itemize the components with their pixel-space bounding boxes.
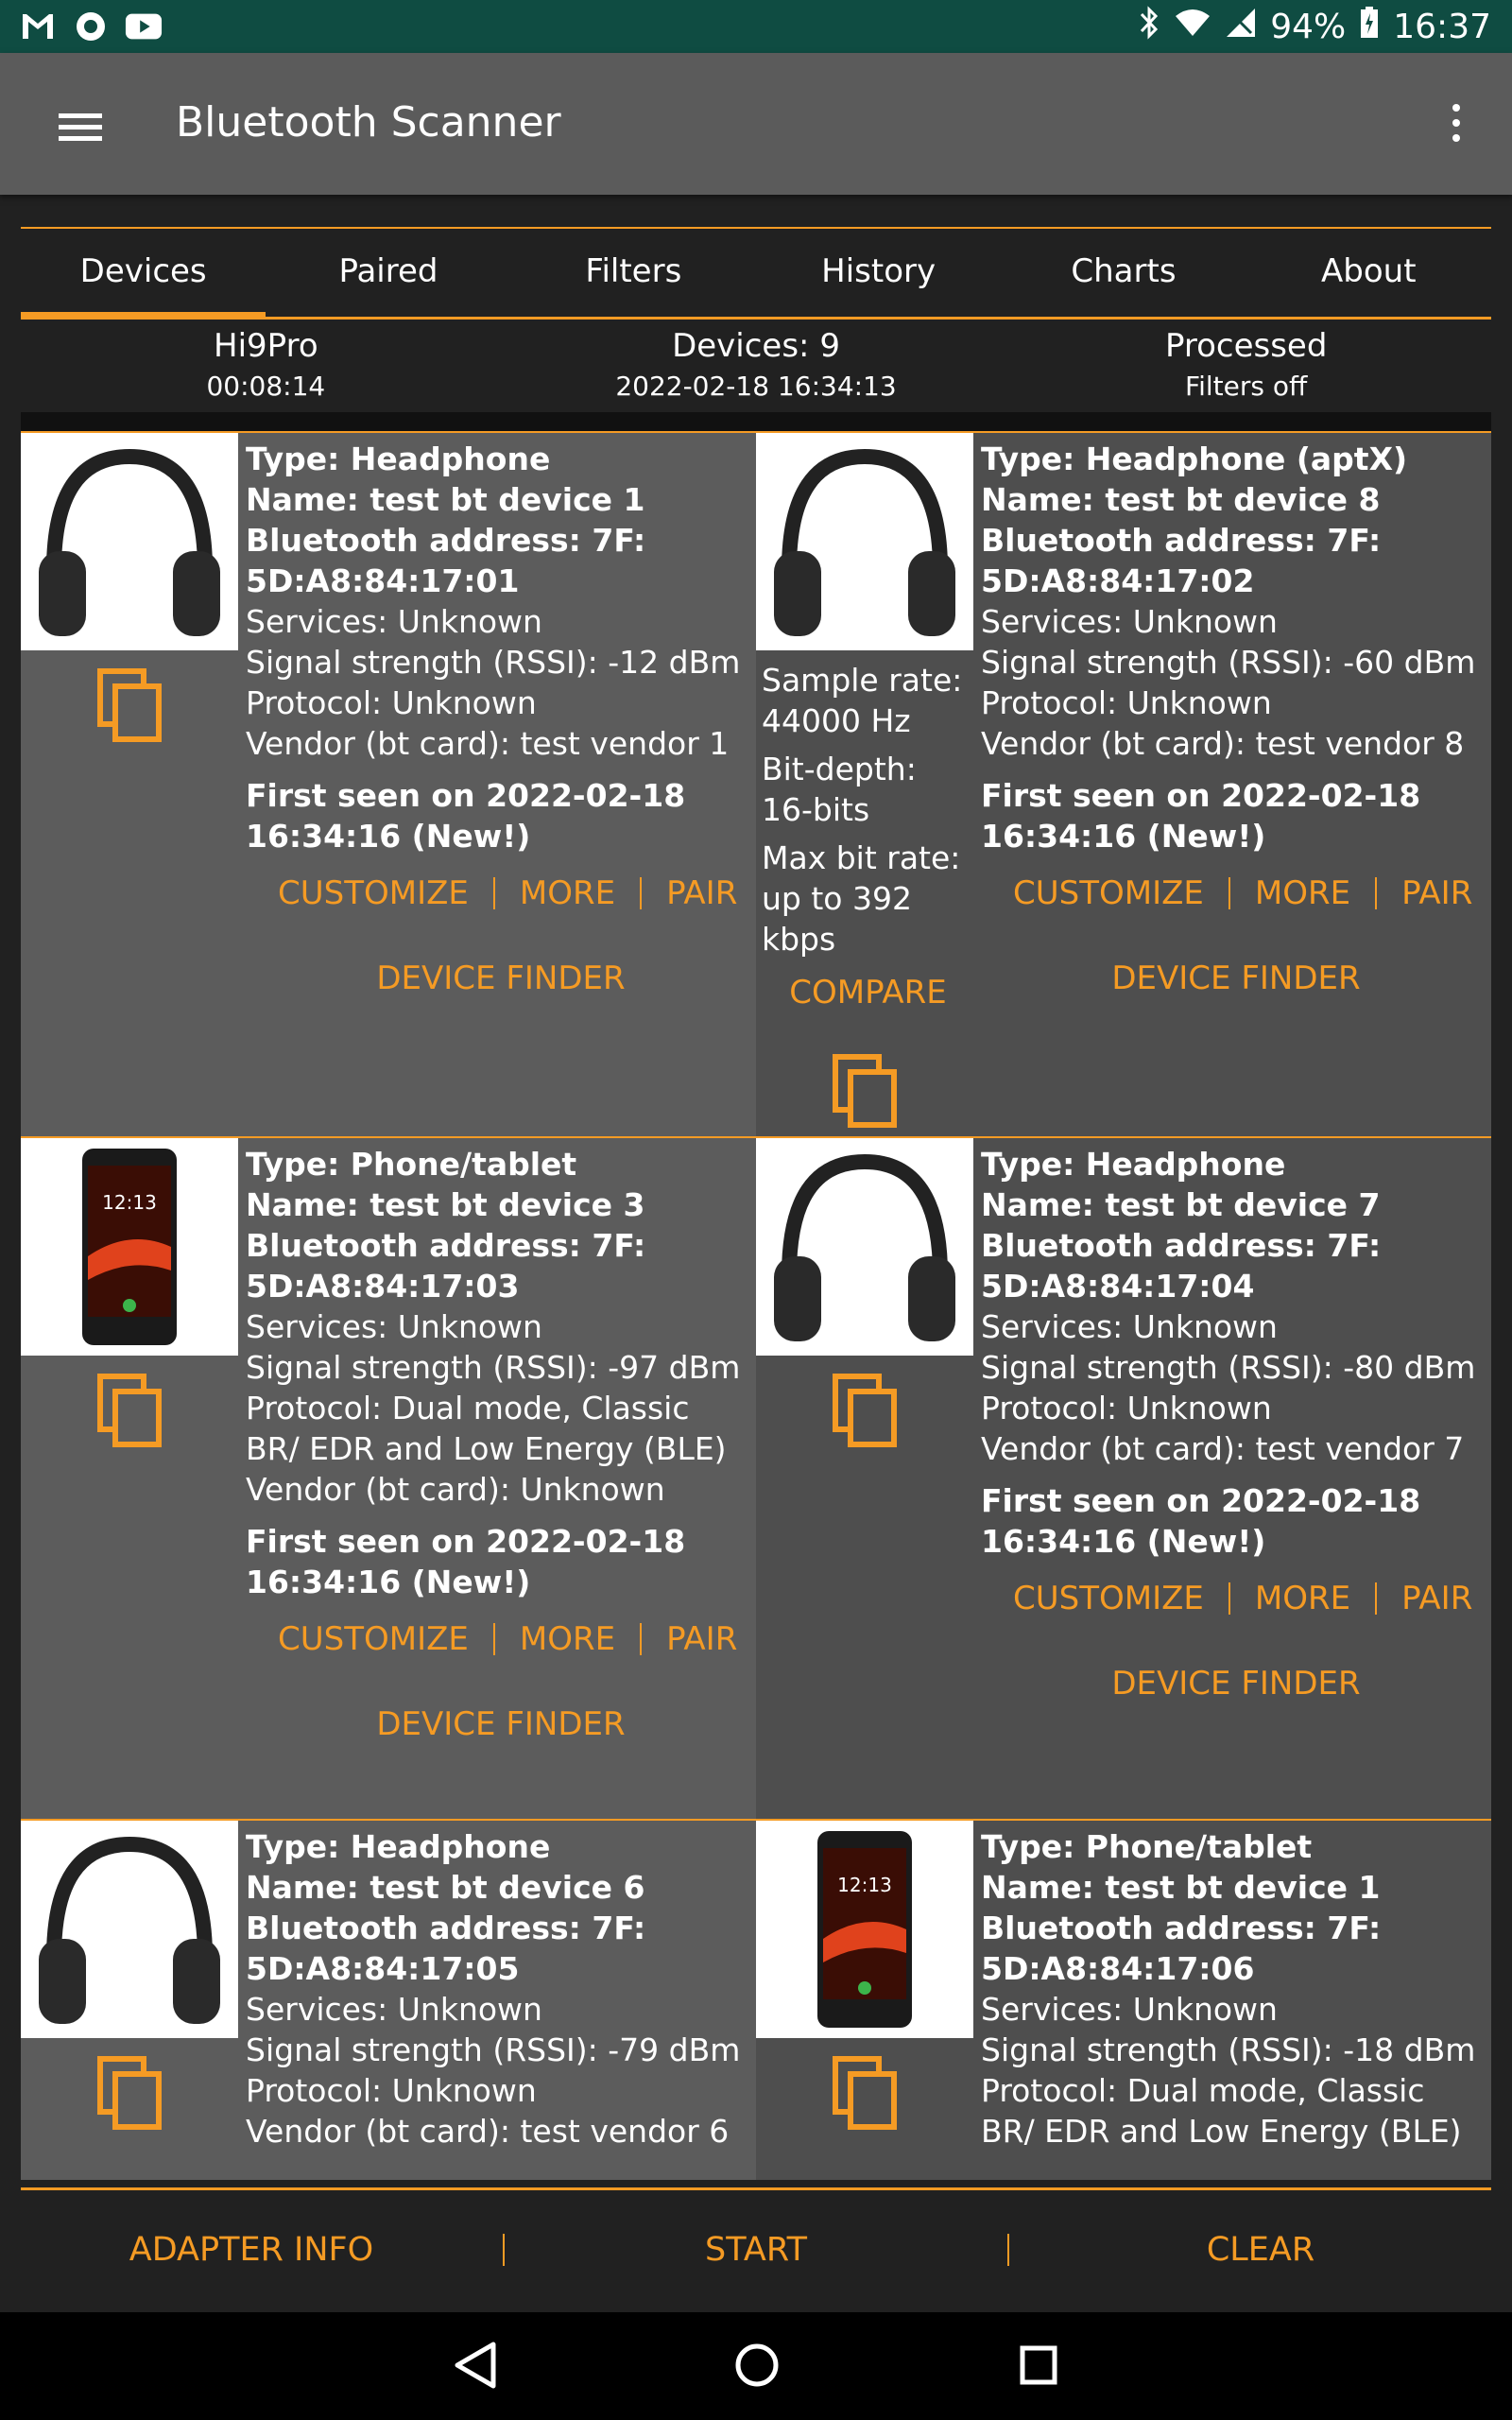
status-bar — [0, 0, 1512, 53]
sample-rate: Sample rate: 44000 Hz — [762, 662, 963, 739]
main-content — [21, 227, 1491, 2180]
phone-image — [756, 1821, 973, 2038]
home-icon[interactable] — [733, 2339, 781, 2395]
tab-history[interactable]: History — [821, 252, 936, 290]
filters-status: Filters off — [1185, 371, 1308, 402]
divider — [21, 412, 1491, 431]
copy-icon[interactable] — [832, 2055, 900, 2133]
clear-button[interactable]: CLEAR — [1206, 2231, 1315, 2269]
copy-icon[interactable] — [832, 1373, 900, 1450]
youtube-icon — [125, 8, 163, 45]
gmail-icon — [19, 8, 57, 45]
device-address: Bluetooth address: 7F: 5D:A8:84:17:06 — [981, 1910, 1382, 1987]
device-name: Name: test bt device 8 — [981, 481, 1381, 518]
device-type: Type: Phone/tablet — [246, 1146, 577, 1183]
device-details — [981, 1826, 1491, 2152]
hamburger-menu-icon[interactable] — [38, 98, 123, 155]
device-address: Bluetooth address: 7F: 5D:A8:84:17:04 — [981, 1227, 1382, 1305]
bluetooth-icon — [1138, 6, 1160, 48]
tab-paired[interactable]: Paired — [338, 252, 438, 290]
device-finder-button[interactable]: DEVICE FINDER — [1111, 1665, 1361, 1703]
recents-icon[interactable] — [1015, 2339, 1062, 2395]
device-finder-button[interactable]: DEVICE FINDER — [1111, 959, 1361, 997]
more-button[interactable]: MORE — [1230, 877, 1377, 909]
device-first-seen: First seen on 2022-02-18 16:34:16 (New!) — [981, 1482, 1421, 1560]
processing-info — [1001, 320, 1491, 412]
tab-charts[interactable]: Charts — [1071, 252, 1177, 290]
device-services: Services: Unknown — [246, 1308, 542, 1345]
more-button[interactable]: MORE — [495, 1623, 642, 1655]
device-services: Services: Unknown — [981, 1991, 1278, 2028]
device-name: Name: test bt device 7 — [981, 1186, 1381, 1223]
device-first-seen: First seen on 2022-02-18 16:34:16 (New!) — [246, 777, 686, 855]
battery-icon — [1359, 6, 1380, 48]
device-protocol: Protocol: Unknown — [246, 2072, 537, 2109]
device-count: Devices: 9 — [672, 327, 840, 365]
clock: 16:37 — [1393, 8, 1491, 46]
device-vendor: Vendor (bt card): test vendor 1 — [246, 725, 730, 762]
bit-depth: Bit-depth: 16-bits — [762, 751, 917, 828]
bottom-action-bar — [0, 2191, 1512, 2308]
device-protocol: Protocol: Unknown — [981, 684, 1272, 721]
device-vendor: Vendor (bt card): Unknown — [246, 1471, 665, 1508]
device-first-seen: First seen on 2022-02-18 16:34:16 (New!) — [981, 777, 1421, 855]
back-icon[interactable] — [452, 2339, 499, 2395]
device-details — [981, 439, 1491, 999]
audio-specs — [762, 660, 974, 1013]
device-services: Services: Unknown — [246, 1991, 542, 2028]
device-vendor: Vendor (bt card): test vendor 6 — [246, 2113, 730, 2150]
device-card[interactable] — [21, 431, 756, 1136]
device-details — [246, 439, 756, 999]
device-details — [246, 1826, 756, 2152]
system-navigation-bar — [0, 2312, 1512, 2420]
circle-app-icon — [72, 8, 110, 45]
device-type: Type: Headphone (aptX) — [981, 441, 1408, 477]
device-card[interactable] — [756, 1136, 1491, 1819]
adapter-info-button[interactable]: ADAPTER INFO — [129, 2231, 374, 2269]
device-type: Type: Headphone — [981, 1146, 1286, 1183]
device-protocol: Protocol: Dual mode, Classic BR/ EDR and Low Energy (BLE) — [246, 1390, 727, 1467]
device-rssi: Signal strength (RSSI): -60 dBm — [981, 644, 1476, 681]
device-details — [981, 1144, 1491, 1704]
app-title: Bluetooth Scanner — [176, 98, 561, 147]
device-address: Bluetooth address: 7F: 5D:A8:84:17:02 — [981, 522, 1382, 599]
device-type: Type: Phone/tablet — [981, 1828, 1313, 1865]
device-services: Services: Unknown — [246, 603, 542, 640]
pair-button[interactable]: PAIR — [666, 874, 738, 912]
device-card[interactable] — [21, 1136, 756, 1819]
copy-icon[interactable] — [96, 667, 164, 745]
wifi-icon — [1174, 8, 1211, 46]
device-protocol: Protocol: Dual mode, Classic BR/ EDR and Low Energy (BLE) — [981, 2072, 1462, 2150]
tab-about[interactable]: About — [1321, 252, 1417, 290]
tab-filters[interactable]: Filters — [585, 252, 682, 290]
copy-icon[interactable] — [96, 2055, 164, 2133]
device-services: Services: Unknown — [981, 603, 1278, 640]
more-button[interactable]: MORE — [495, 877, 642, 909]
device-type: Type: Headphone — [246, 1828, 551, 1865]
scan-info-bar — [21, 320, 1491, 412]
signal-icon — [1225, 7, 1257, 47]
device-finder-button[interactable]: DEVICE FINDER — [376, 959, 626, 997]
device-name: Name: test bt device 6 — [246, 1869, 645, 1906]
compare-button[interactable]: COMPARE — [789, 974, 947, 1011]
adapter-info — [21, 320, 511, 412]
customize-button[interactable]: CUSTOMIZE — [988, 877, 1230, 909]
headphone-image — [756, 1138, 973, 1356]
divider — [21, 2187, 1491, 2190]
tab-bar — [21, 227, 1491, 320]
processed-status: Processed — [1164, 327, 1328, 365]
devices-info — [511, 320, 1002, 412]
app-bar — [0, 53, 1512, 195]
customize-button[interactable]: CUSTOMIZE — [253, 1623, 495, 1655]
device-name: Name: test bt device 1 — [246, 481, 645, 518]
phone-image — [21, 1138, 238, 1356]
battery-percent: 94% — [1270, 8, 1347, 46]
device-first-seen: First seen on 2022-02-18 16:34:16 (New!) — [246, 1523, 686, 1600]
device-details — [246, 1144, 756, 1745]
device-address: Bluetooth address: 7F: 5D:A8:84:17:03 — [246, 1227, 646, 1305]
device-services: Services: Unknown — [981, 1308, 1278, 1345]
headphone-image — [21, 433, 238, 650]
device-rssi: Signal strength (RSSI): -97 dBm — [246, 1349, 741, 1386]
pair-button[interactable]: PAIR — [1401, 874, 1473, 912]
device-protocol: Protocol: Unknown — [246, 684, 537, 721]
overflow-menu-icon[interactable] — [1427, 95, 1484, 151]
headphone-image — [21, 1821, 238, 2038]
device-card[interactable] — [21, 1819, 756, 2180]
device-name: Name: test bt device 3 — [246, 1186, 645, 1223]
svg-text:12:13: 12:13 — [837, 1874, 892, 1896]
device-address: Bluetooth address: 7F: 5D:A8:84:17:05 — [246, 1910, 646, 1987]
max-bit-rate: Max bit rate: up to 392 kbps — [762, 839, 961, 958]
svg-text:12:13: 12:13 — [102, 1191, 157, 1214]
device-address: Bluetooth address: 7F: 5D:A8:84:17:01 — [246, 522, 646, 599]
pair-button[interactable]: PAIR — [666, 1620, 738, 1658]
device-card[interactable] — [756, 1819, 1491, 2180]
copy-icon[interactable] — [96, 1373, 164, 1450]
device-rssi: Signal strength (RSSI): -12 dBm — [246, 644, 741, 681]
customize-button[interactable]: CUSTOMIZE — [988, 1582, 1230, 1615]
device-card[interactable] — [756, 431, 1491, 1136]
device-type: Type: Headphone — [246, 441, 551, 477]
device-list[interactable] — [21, 431, 1491, 2180]
headphone-image — [756, 433, 973, 650]
device-rssi: Signal strength (RSSI): -79 dBm — [246, 2031, 741, 2068]
tab-devices[interactable]: Devices — [21, 229, 266, 317]
elapsed-time: 00:08:14 — [206, 371, 326, 402]
device-name: Name: test bt device 1 — [981, 1869, 1381, 1906]
device-vendor: Vendor (bt card): test vendor 7 — [981, 1430, 1465, 1467]
more-button[interactable]: MORE — [1230, 1582, 1377, 1615]
customize-button[interactable]: CUSTOMIZE — [253, 877, 495, 909]
scan-timestamp: 2022-02-18 16:34:13 — [615, 371, 897, 402]
copy-icon[interactable] — [832, 1053, 900, 1131]
device-finder-button[interactable]: DEVICE FINDER — [376, 1705, 626, 1743]
device-rssi: Signal strength (RSSI): -18 dBm — [981, 2031, 1476, 2068]
device-vendor: Vendor (bt card): test vendor 8 — [981, 725, 1465, 762]
start-button[interactable]: START — [705, 2231, 807, 2269]
device-rssi: Signal strength (RSSI): -80 dBm — [981, 1349, 1476, 1386]
adapter-name: Hi9Pro — [214, 327, 318, 365]
device-protocol: Protocol: Unknown — [981, 1390, 1272, 1426]
pair-button[interactable]: PAIR — [1401, 1580, 1473, 1617]
